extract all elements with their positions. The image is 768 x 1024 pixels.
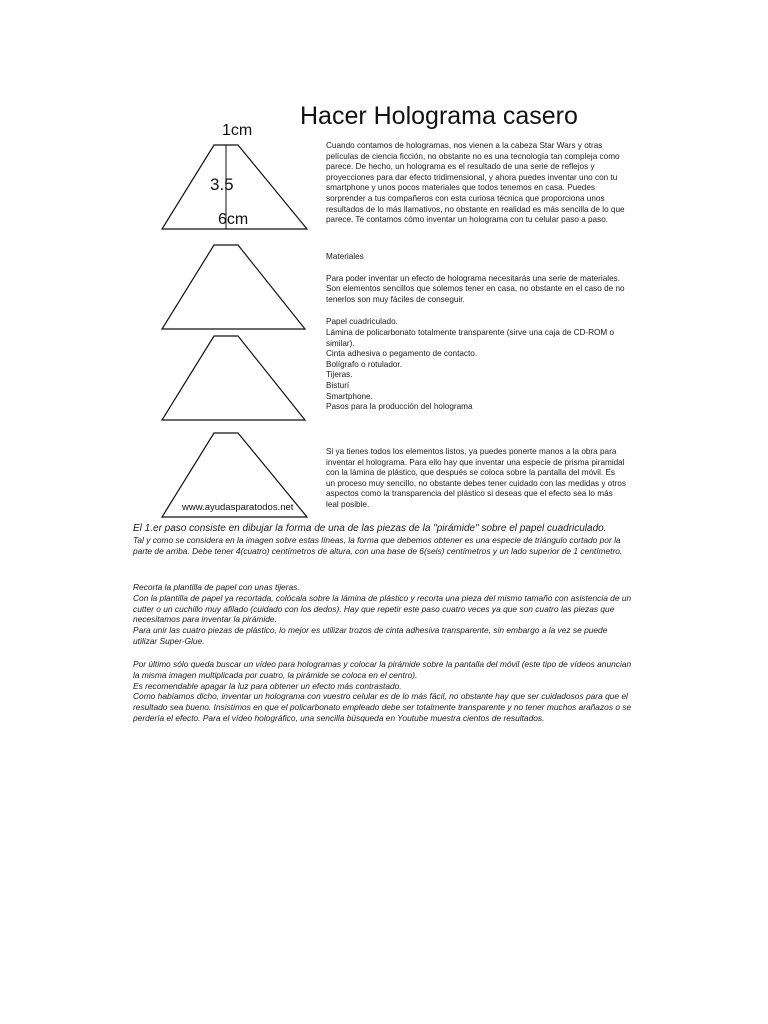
steps-intro-text: Si ya tienes todos los elementos listos, ya puedes ponerte manos a la obra para inventar el holograma. Para ello hay que inventar una especie de prisma piramidal con la lámina de plástico, que después se coloca sobre la pantalla del móvil. Es un proceso muy sencillo, no obstante debes tener cuidado con las medidas y otros aspectos como la transparencia del plástico si deseas que el efecto sea lo más leal posible.	[326, 447, 626, 509]
base-width-label: 6cm	[218, 211, 249, 228]
list-item: Bolígrafo o rotulador.	[326, 359, 403, 369]
pyramid-templates	[160, 120, 330, 530]
trapezoid-diagram	[160, 120, 330, 530]
height-label: 3.5	[210, 175, 234, 194]
intro-paragraph	[326, 141, 626, 226]
materials-description: Para poder inventar un efecto de holograma necesitarás una serie de materiales. Son elementos sencillos que solemos tener en casa, no obstante en el caso de no tenerlos son muy fáciles de conseguir.	[326, 273, 625, 304]
step-4: Para unir las cuatro piezas de plástico, lo mejor es utilizar trozos de cinta adhesiva transparente, sin embargo a la vez se puede utilizar Super-Glue.	[133, 625, 608, 646]
materials-list	[326, 317, 626, 412]
body-section-2	[133, 582, 633, 647]
page-title: Hacer Holograma casero	[300, 102, 578, 130]
materials-heading: Materiales	[326, 252, 364, 261]
trapezoid-2	[162, 245, 305, 329]
materials-section	[326, 252, 626, 413]
list-item: Cinta adhesiva o pegamento de contacto.	[326, 349, 478, 359]
list-item: Papel cuadriculado.	[326, 317, 398, 327]
top-width-label: 1cm	[222, 122, 253, 139]
trapezoid-3	[162, 336, 305, 420]
step-3: Con la plantilla de papel ya recortada, colócala sobre la lámina de plástico y recorta una pieza del mismo tamaño con asistencia de un cutter o un cuchillo muy afilado (cuidado con los dedos). Hay que repetir este paso cuatro veces ya que son cuatro las piezas que necesitamos para inventar la pirámide.	[133, 592, 632, 625]
step-5: Por último sólo queda buscar un vídeo para hologramas y colocar la pirámide sobre la pantalla del móvil (este tipo de vídeos anuncian la misma imagen multiplicada por cuatro, la pirámide se coloca en el centro).	[133, 659, 632, 680]
list-item: Lámina de policarbonato totalmente transparente (sirve una caja de CD-ROM o similar).	[326, 327, 615, 348]
step-6: Es recomendable apagar la luz para obtener un efecto más contrastado.	[133, 680, 402, 691]
step-2: Recorta la plantilla de papel con unas tijeras.	[133, 582, 300, 592]
intro-text: Cuando contamos de hologramas, nos vienen a la cabeza Star Wars y otras películas de ciencia ficción, no obstante no es una tecnología tan compleja como parece. De hecho, un holograma es el resultado de una serie de reflejos y proyecciones para dar efecto tridimensional, y ahora puedes inventar uno con tu smartphone y unos pocos materiales que todos tenemos en casa. Puedes sorprender a tus compañeros con esta curiosa técnica que proporciona unos resultados de lo más llamativos, no obstante en realidad es más sencilla de lo que parece. Te contamos cómo inventar un holograma con tu celular paso a paso.	[326, 141, 625, 225]
step-1-detail: Tal y como se considera en la imagen sobre estas líneas, la forma que debemos obtener es una especie de triángulo cortado por la parte de arriba. Debe tener 4(cuatro) centímetros de altura, con una base de 6(seis) centímetros y un lado superior de 1 centímetro.	[133, 534, 623, 556]
body-section-1	[133, 524, 633, 556]
steps-intro	[326, 447, 626, 511]
website-watermark: www.ayudasparatodos.net	[182, 502, 294, 513]
list-item: Bisturí	[326, 380, 350, 390]
step-1-lead: El 1.er paso consiste en dibujar la forma de una de las piezas de la "pirámide" sobre el papel cuadriculado.	[133, 523, 607, 534]
list-item: Pasos para la producción del holograma	[326, 402, 473, 412]
list-item: Tijeras.	[326, 370, 353, 380]
list-item: Smartphone.	[326, 391, 373, 401]
step-7: Como habíamos dicho, inventar un holograma con vuestro celular es de lo más fácil, no obstante hay que ser cuidadosos para que el resultado sea bueno. Insistimos en que el policarbonato empleado debe ser totalmente transparente y no tener muchos arañazos o se perdería el efecto. Para el vídeo holográfico, una sencilla búsqueda en Youtube muestra cientos de resultados.	[133, 691, 632, 723]
body-section-3	[133, 659, 633, 724]
